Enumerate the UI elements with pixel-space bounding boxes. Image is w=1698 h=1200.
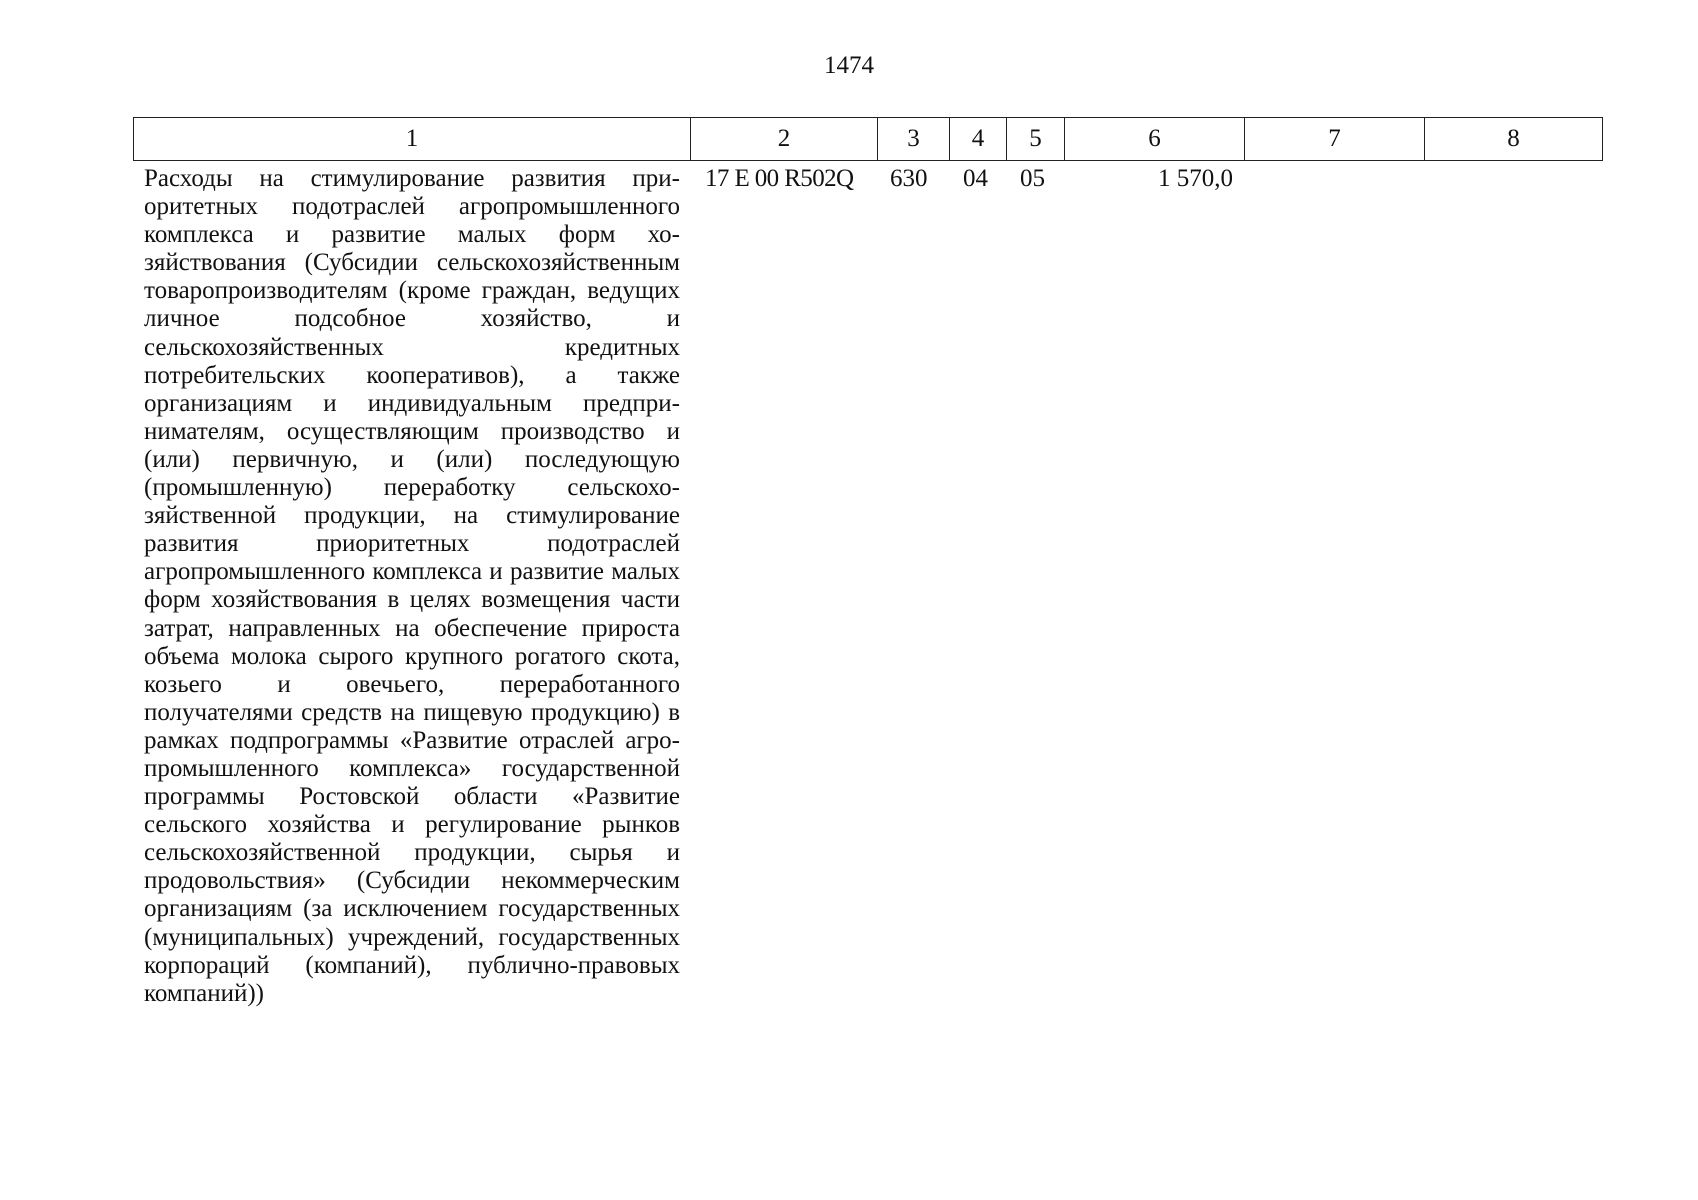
header-col-5: 5: [1007, 118, 1065, 161]
header-row: [134, 118, 1603, 161]
header-col-7: 7: [1245, 118, 1425, 161]
header-col-4: 4: [950, 118, 1007, 161]
header-col-8: 8: [1425, 118, 1603, 161]
header-col-3: 3: [878, 118, 950, 161]
header-col-6: 6: [1065, 118, 1245, 161]
row-section-code: 04: [963, 165, 988, 192]
row-subsection-code: 05: [1020, 165, 1045, 192]
row-target-article-code: 17 Е 00 R502Q: [705, 165, 854, 192]
row-expense-type-code: 630: [890, 165, 928, 192]
column-header-table: [133, 117, 1603, 161]
header-col-1: 1: [134, 118, 691, 161]
row-description: Расходы на стимулирование развития приоритетных подотраслей агропромышленного комплекса и развитие малых форм хозяйствования (Субсидии сельскохозяйственным товаропроизводителям (кроме граждан, ведущих личное подсобное хозяйство, и сельскохозяйственных кредитных потребительских кооперативов), а также организациям и индивидуальным предпринимателям, осуществляющим производство и (или) первичную, и (или) последующую (промышленную) переработку сельскохозяйственной продукции, на стимулирование развития приоритетных подотраслей агропромышленного комплекса и развитие малых форм хозяйствования в целях возмещения части затрат, направленных на обеспечение прироста объема молока сырого крупного рогатого скота, козьего и овечьего, переработанного получателями средств на пищевую продукцию) в рамках подпрограммы «Развитие отраслей агропромышленного комплекса» государственной программы Ростовской области «Развитие сельского хозяйства и регулирование рынков сельскохозяйственной продукции, сырья и продовольствия» (Субсидии некоммерческим организациям (за исключением государственных (муниципальных) учреждений, государственных корпораций (компаний), публично-правовых компаний)): [144, 165, 680, 1007]
page-number: 1474: [824, 52, 874, 79]
row-amount: 1 570,0: [1158, 165, 1233, 192]
header-col-2: 2: [691, 118, 878, 161]
